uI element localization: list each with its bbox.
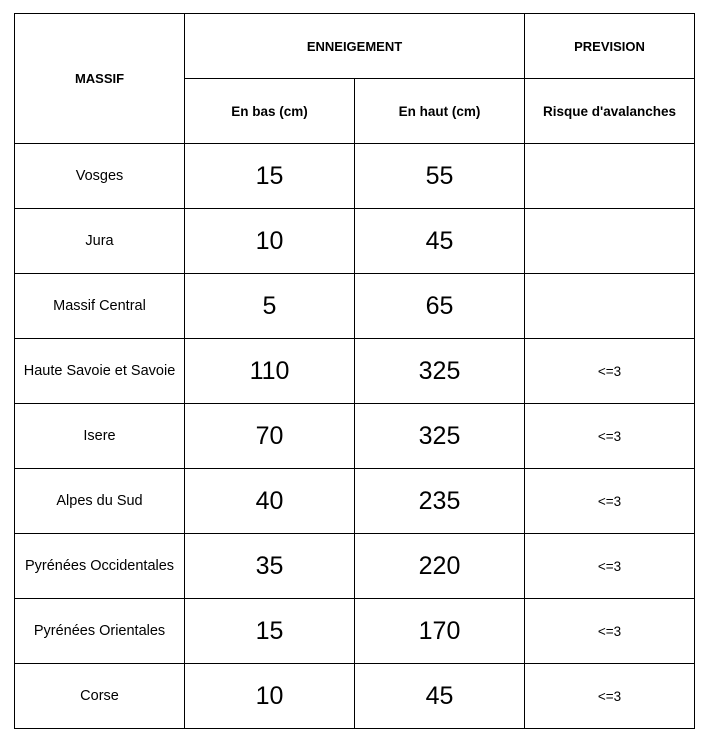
risque-cell — [525, 274, 695, 339]
en-haut-cell: 235 — [355, 469, 525, 534]
massif-cell: Pyrénées Occidentales — [15, 534, 185, 599]
table-row — [15, 404, 695, 469]
en-bas-cell: 5 — [185, 274, 355, 339]
en-haut-cell: 45 — [355, 209, 525, 274]
table-row — [15, 469, 695, 534]
en-bas-cell: 35 — [185, 534, 355, 599]
table-row — [15, 534, 695, 599]
risque-cell: <=3 — [525, 339, 695, 404]
en-bas-cell: 15 — [185, 599, 355, 664]
en-haut-cell: 45 — [355, 664, 525, 729]
table-row — [15, 664, 695, 729]
header-risque: Risque d'avalanches — [525, 79, 695, 144]
en-bas-cell: 10 — [185, 209, 355, 274]
header-en-bas: En bas (cm) — [185, 79, 355, 144]
risque-cell: <=3 — [525, 599, 695, 664]
risque-cell: <=3 — [525, 664, 695, 729]
header-en-haut: En haut (cm) — [355, 79, 525, 144]
risque-cell: <=3 — [525, 469, 695, 534]
en-bas-cell: 70 — [185, 404, 355, 469]
snow-table — [14, 13, 695, 729]
table-row — [15, 599, 695, 664]
header-row-top — [15, 14, 695, 79]
risque-cell: <=3 — [525, 534, 695, 599]
massif-cell: Jura — [15, 209, 185, 274]
en-bas-cell: 110 — [185, 339, 355, 404]
risque-cell — [525, 209, 695, 274]
en-bas-cell: 40 — [185, 469, 355, 534]
massif-cell: Massif Central — [15, 274, 185, 339]
header-enneigement: ENNEIGEMENT — [185, 14, 525, 79]
massif-cell: Alpes du Sud — [15, 469, 185, 534]
risque-cell: <=3 — [525, 404, 695, 469]
header-prevision: PREVISION — [525, 14, 695, 79]
table-row — [15, 209, 695, 274]
en-haut-cell: 55 — [355, 144, 525, 209]
en-haut-cell: 220 — [355, 534, 525, 599]
massif-cell: Pyrénées Orientales — [15, 599, 185, 664]
risque-cell — [525, 144, 695, 209]
table-row — [15, 144, 695, 209]
en-bas-cell: 10 — [185, 664, 355, 729]
en-haut-cell: 325 — [355, 404, 525, 469]
massif-cell: Haute Savoie et Savoie — [15, 339, 185, 404]
massif-cell: Corse — [15, 664, 185, 729]
en-bas-cell: 15 — [185, 144, 355, 209]
massif-cell: Isere — [15, 404, 185, 469]
en-haut-cell: 170 — [355, 599, 525, 664]
table-row — [15, 339, 695, 404]
en-haut-cell: 325 — [355, 339, 525, 404]
header-massif: MASSIF — [15, 14, 185, 144]
table-row — [15, 274, 695, 339]
massif-cell: Vosges — [15, 144, 185, 209]
en-haut-cell: 65 — [355, 274, 525, 339]
